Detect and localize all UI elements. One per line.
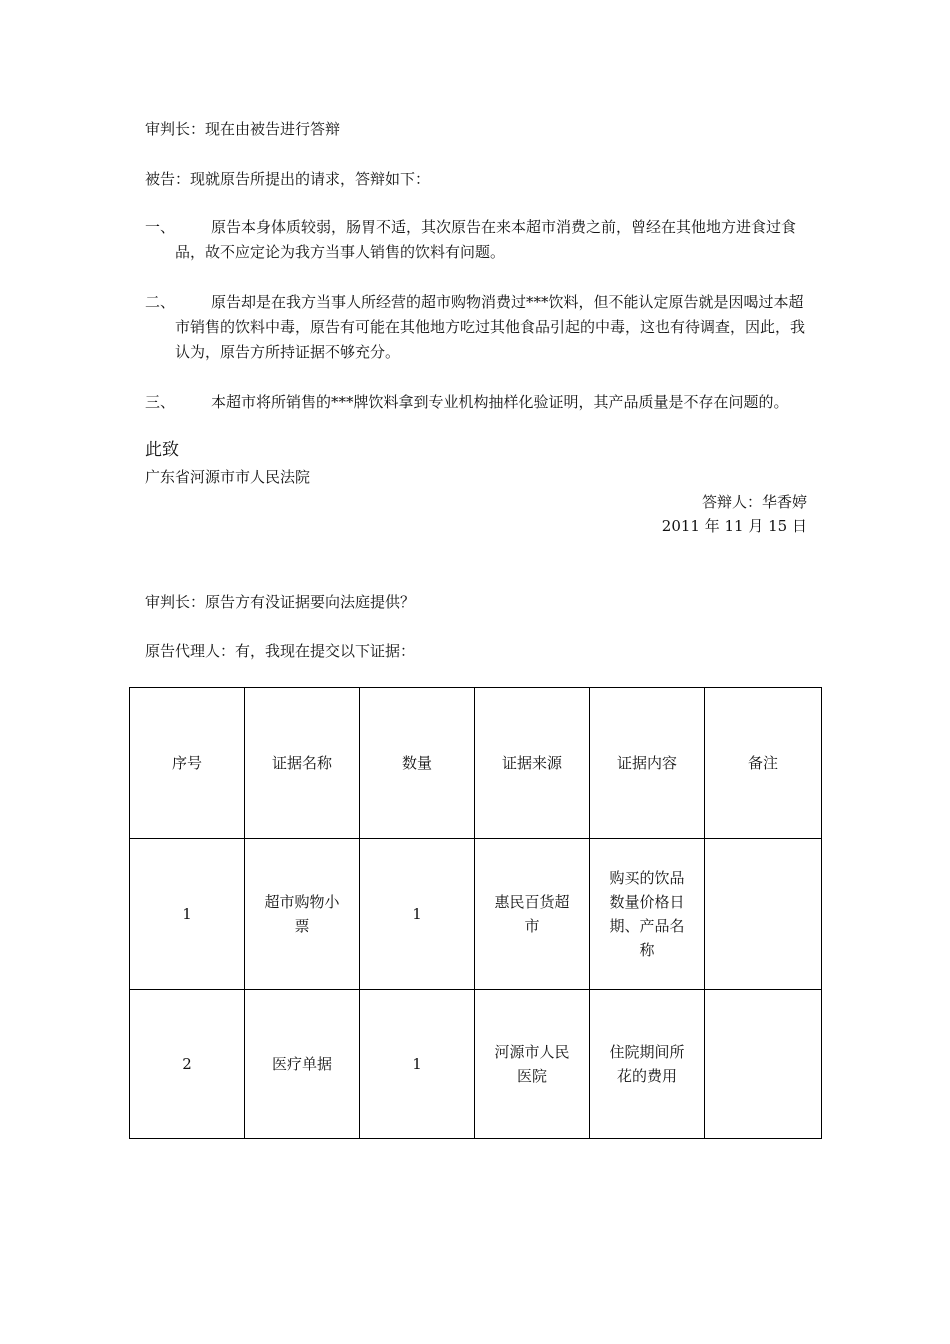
item-text: 原告却是在我方当事人所经营的超市购物消费过***饮料，但不能认定原告就是因喝过本超市销售的饮料中毒，原告有可能在其他地方吃过其他食品引起的中毒，这也有待调查，因此，我认为，原告方所持证据不够充分。 [175, 293, 806, 361]
table-row [130, 990, 822, 1139]
header-cell: 证据内容 [590, 688, 705, 839]
item-number: 一、 [145, 218, 176, 236]
defense-item-2 [145, 290, 807, 365]
signer: 答辩人：华香婷 [701, 493, 807, 511]
table-cell: 2 [130, 990, 245, 1139]
defense-item-3 [145, 390, 807, 415]
item-number: 三、 [145, 393, 176, 411]
item-text: 本超市将所销售的***牌饮料拿到专业机构抽样化验证明，其产品质量是不存在问题的。 [211, 393, 789, 411]
item-number: 二、 [145, 293, 176, 311]
court-name: 广东省河源市市人民法院 [145, 468, 311, 486]
header-cell: 数量 [360, 688, 475, 839]
defense-item-1 [145, 215, 807, 265]
table-cell: 1 [360, 839, 475, 990]
table-cell [705, 990, 822, 1139]
defendant-statement: 被告：现就原告所提出的请求，答辩如下： [145, 170, 431, 188]
item-text: 原告本身体质较弱，肠胃不适，其次原告在来本超市消费之前，曾经在其他地方进食过食品，故不应定论为我方当事人销售的饮料有问题。 [175, 218, 797, 261]
table-cell: 医疗单据 [245, 990, 360, 1139]
table-cell: 1 [360, 990, 475, 1139]
table-cell: 超市购物小票 [245, 839, 360, 990]
table-row [130, 839, 822, 990]
table-cell: 惠民百货超市 [475, 839, 590, 990]
table-cell: 1 [130, 839, 245, 990]
judge-statement-1: 审判长：现在由被告进行答辩 [145, 120, 341, 138]
header-cell: 序号 [130, 688, 245, 839]
plaintiff-agent-statement: 原告代理人：有，我现在提交以下证据： [145, 642, 416, 660]
table-cell: 购买的饮品数量价格日期、产品名称 [590, 839, 705, 990]
table-cell: 住院期间所花的费用 [590, 990, 705, 1139]
salutation: 此致 [145, 440, 179, 460]
table-header-row [130, 688, 822, 839]
header-cell: 证据名称 [245, 688, 360, 839]
header-cell: 证据来源 [475, 688, 590, 839]
date: 2011 年 11 月 15 日 [661, 517, 807, 535]
judge-statement-2: 审判长：原告方有没证据要向法庭提供？ [145, 593, 416, 611]
evidence-table [129, 687, 822, 1139]
table-cell: 河源市人民医院 [475, 990, 590, 1139]
table-cell [705, 839, 822, 990]
header-cell: 备注 [705, 688, 822, 839]
